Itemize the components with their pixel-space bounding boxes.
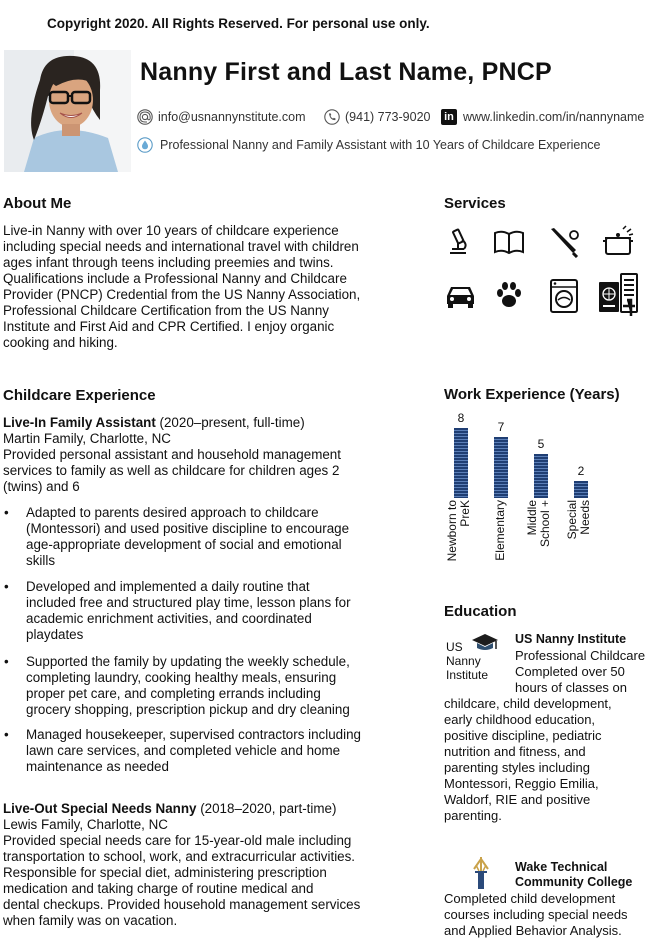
linkedin-contact[interactable]: [441, 108, 644, 126]
bullet-line: skills: [26, 553, 56, 568]
bullet-mark: •: [4, 505, 9, 520]
bullet-line: included free and structured play time, lesson plans for: [26, 595, 351, 610]
email-text[interactable]: info@usnannynstitute.com: [158, 110, 306, 124]
school1-line: Completed over 50: [515, 664, 625, 679]
job2-desc-line: medication and taking charge of routine medical and: [3, 881, 314, 896]
school2-line: courses including special needs: [444, 907, 628, 922]
bullet-line: academic enrichment activities, and coordinated: [26, 611, 312, 626]
car-icon: [444, 282, 477, 310]
chart-bar: [574, 481, 588, 499]
bullet-line: age-appropriate development of social and emotional: [26, 537, 342, 552]
graduation-cap-icon: [470, 632, 500, 656]
logo-line: Nanny: [446, 654, 481, 668]
about-line: Live-in Nanny with over 10 years of childcare experience: [3, 223, 339, 238]
job1-bullet: [4, 654, 350, 718]
chart-category-labels: [444, 500, 644, 580]
job1-bullet: [4, 727, 361, 775]
school1-text: [444, 696, 612, 824]
phone-contact[interactable]: [324, 108, 430, 126]
job2-desc-line: Provided special needs care for 15-year-old male including: [3, 833, 352, 848]
bullet-line: Adapted to parents desired approach to childcare: [26, 505, 319, 520]
school2-line: and Applied Behavior Analysis.: [444, 923, 622, 938]
services-heading: Services: [444, 195, 506, 212]
chart-value-label: 7: [497, 419, 505, 434]
school1-line: positive discipline, pediatric: [444, 728, 602, 743]
headline-text: Professional Nanny and Family Assistant with 10 Years of Childcare Experience: [160, 138, 601, 152]
education-heading: Education: [444, 603, 517, 620]
school1-line: nutrition and fitness, and: [444, 744, 586, 759]
bullet-mark: •: [4, 579, 9, 594]
chart-category-label: Special Needs: [565, 500, 592, 540]
work-experience-heading: Work Experience (Years): [444, 386, 620, 403]
about-line: ages infant through teens including preemies and twins.: [3, 255, 334, 270]
bullet-mark: •: [4, 727, 9, 742]
email-contact[interactable]: [137, 108, 306, 126]
about-line: Professional Childcare Certification from the US Nanny: [3, 303, 329, 318]
school2-name-line: Wake Technical: [515, 860, 608, 874]
school1-line: Montessori, Reggio Emilia,: [444, 776, 599, 791]
microscope-icon: [444, 228, 472, 256]
chart-category-label: Middle School +: [525, 500, 552, 548]
headline: [137, 136, 601, 154]
bullet-line: completing laundry, cooking healthy meals, ensuring: [26, 670, 337, 685]
bullet-line: Developed and implemented a daily routine that: [26, 579, 310, 594]
school1-line: Waldorf, RIE and positive: [444, 792, 591, 807]
linkedin-text[interactable]: www.linkedin.com/in/nannyname: [463, 110, 645, 124]
school1-name: US Nanny Institute: [515, 632, 627, 646]
school1-text-right: [515, 648, 645, 696]
about-line: Provider (PNCP) Credential from the US Nanny Association,: [3, 287, 361, 302]
baseball-bat-icon: [548, 226, 582, 258]
about-text: [3, 223, 360, 351]
chart-category-label: Newborn to PreK: [445, 500, 472, 562]
phone-text[interactable]: (941) 773-9020: [345, 110, 431, 124]
school2-line: Completed child development: [444, 891, 616, 906]
chart-value-label: 2: [577, 463, 585, 478]
chart-category-label: Elementary: [493, 500, 507, 561]
job2-desc-line: dental checkups. Provided household management services: [3, 897, 361, 912]
about-heading: About Me: [3, 195, 72, 212]
chart-bar: [494, 437, 508, 498]
job1-title-line: [3, 415, 341, 431]
school1-line: Professional Childcare: [515, 648, 646, 663]
chart-bar: [534, 454, 548, 498]
copyright-notice: Copyright 2020. All Rights Reserved. For personal use only.: [47, 16, 430, 31]
school1-line: parenting.: [444, 808, 502, 823]
job2-desc-line: Responsible for special diet, administering prescription: [3, 865, 327, 880]
job1-block: [3, 415, 341, 495]
book-icon: [493, 228, 525, 256]
job1-bullet: [4, 579, 351, 643]
school1-line: parenting styles including: [444, 760, 590, 775]
school2-text: [444, 891, 628, 939]
job1-period: (2020–present, full-time): [155, 415, 305, 430]
job1-desc-line: Provided personal assistant and household management: [3, 447, 341, 462]
bullet-line: proper pet care, and completing errands including: [26, 686, 321, 701]
about-line: cooking and hiking.: [3, 335, 118, 350]
about-line: including special needs and international travel with children: [3, 239, 359, 254]
profile-photo: [4, 50, 131, 172]
job2-employer: Lewis Family, Charlotte, NC: [3, 817, 168, 832]
job1-desc-line: (twins) and 6: [3, 479, 80, 494]
job2-period: (2018–2020, part-time): [196, 801, 337, 816]
job1-bullet: [4, 505, 350, 569]
passport-icon: [597, 272, 639, 318]
bullet-line: lawn care services, and completed vehicle and home: [26, 743, 341, 758]
washing-machine-icon: [549, 278, 579, 314]
paw-icon: [494, 280, 524, 310]
job2-block: [3, 801, 360, 929]
job2-desc-line: when family was on vacation.: [3, 913, 178, 928]
job2-desc-line: transportation to school, work, and extracurricular activities.: [3, 849, 356, 864]
job1-desc-line: services to family as well as childcare for children ages 2: [3, 463, 340, 478]
job1-employer: Martin Family, Charlotte, NC: [3, 431, 171, 446]
bullet-line: playdates: [26, 627, 84, 642]
about-line: Institute and First Aid and CPR Certified. I enjoy organic: [3, 319, 335, 334]
drop-icon: [137, 137, 153, 153]
linkedin-icon: in: [441, 109, 457, 125]
work-experience-chart: [444, 406, 644, 498]
chart-value-label: 5: [537, 437, 545, 452]
bullet-line: Supported the family by updating the weekly schedule,: [26, 654, 350, 669]
school2-name: [515, 860, 632, 890]
job2-title: Live-Out Special Needs Nanny: [3, 801, 197, 816]
chart-bar: [454, 428, 468, 498]
candidate-name: Nanny First and Last Name, PNCP: [140, 58, 552, 86]
about-line: Qualifications include a Professional Nanny and Childcare: [3, 271, 347, 286]
bullet-line: grocery shopping, prescription pickup and dry cleaning: [26, 702, 350, 717]
job1-title: Live-In Family Assistant: [3, 415, 156, 430]
experience-heading: Childcare Experience: [3, 387, 156, 404]
school1-line: early childhood education,: [444, 712, 596, 727]
cooking-pot-icon: [601, 224, 635, 258]
email-icon: [137, 109, 153, 125]
wake-tech-logo: [470, 855, 492, 891]
bullet-line: (Montessori) and used positive discipline to encourage: [26, 521, 350, 536]
logo-line: Institute: [446, 668, 489, 682]
bullet-mark: •: [4, 654, 9, 669]
phone-icon: [324, 109, 340, 125]
logo-line: US: [446, 640, 463, 654]
bullet-line: Managed housekeeper, supervised contractors including: [26, 727, 361, 742]
job2-title-line: [3, 801, 360, 817]
school1-line: childcare, child development,: [444, 696, 612, 711]
school1-line: hours of classes on: [515, 680, 628, 695]
chart-value-label: 8: [457, 411, 465, 425]
bullet-line: maintenance as needed: [26, 759, 169, 774]
school2-name-line: Community College: [515, 875, 633, 889]
